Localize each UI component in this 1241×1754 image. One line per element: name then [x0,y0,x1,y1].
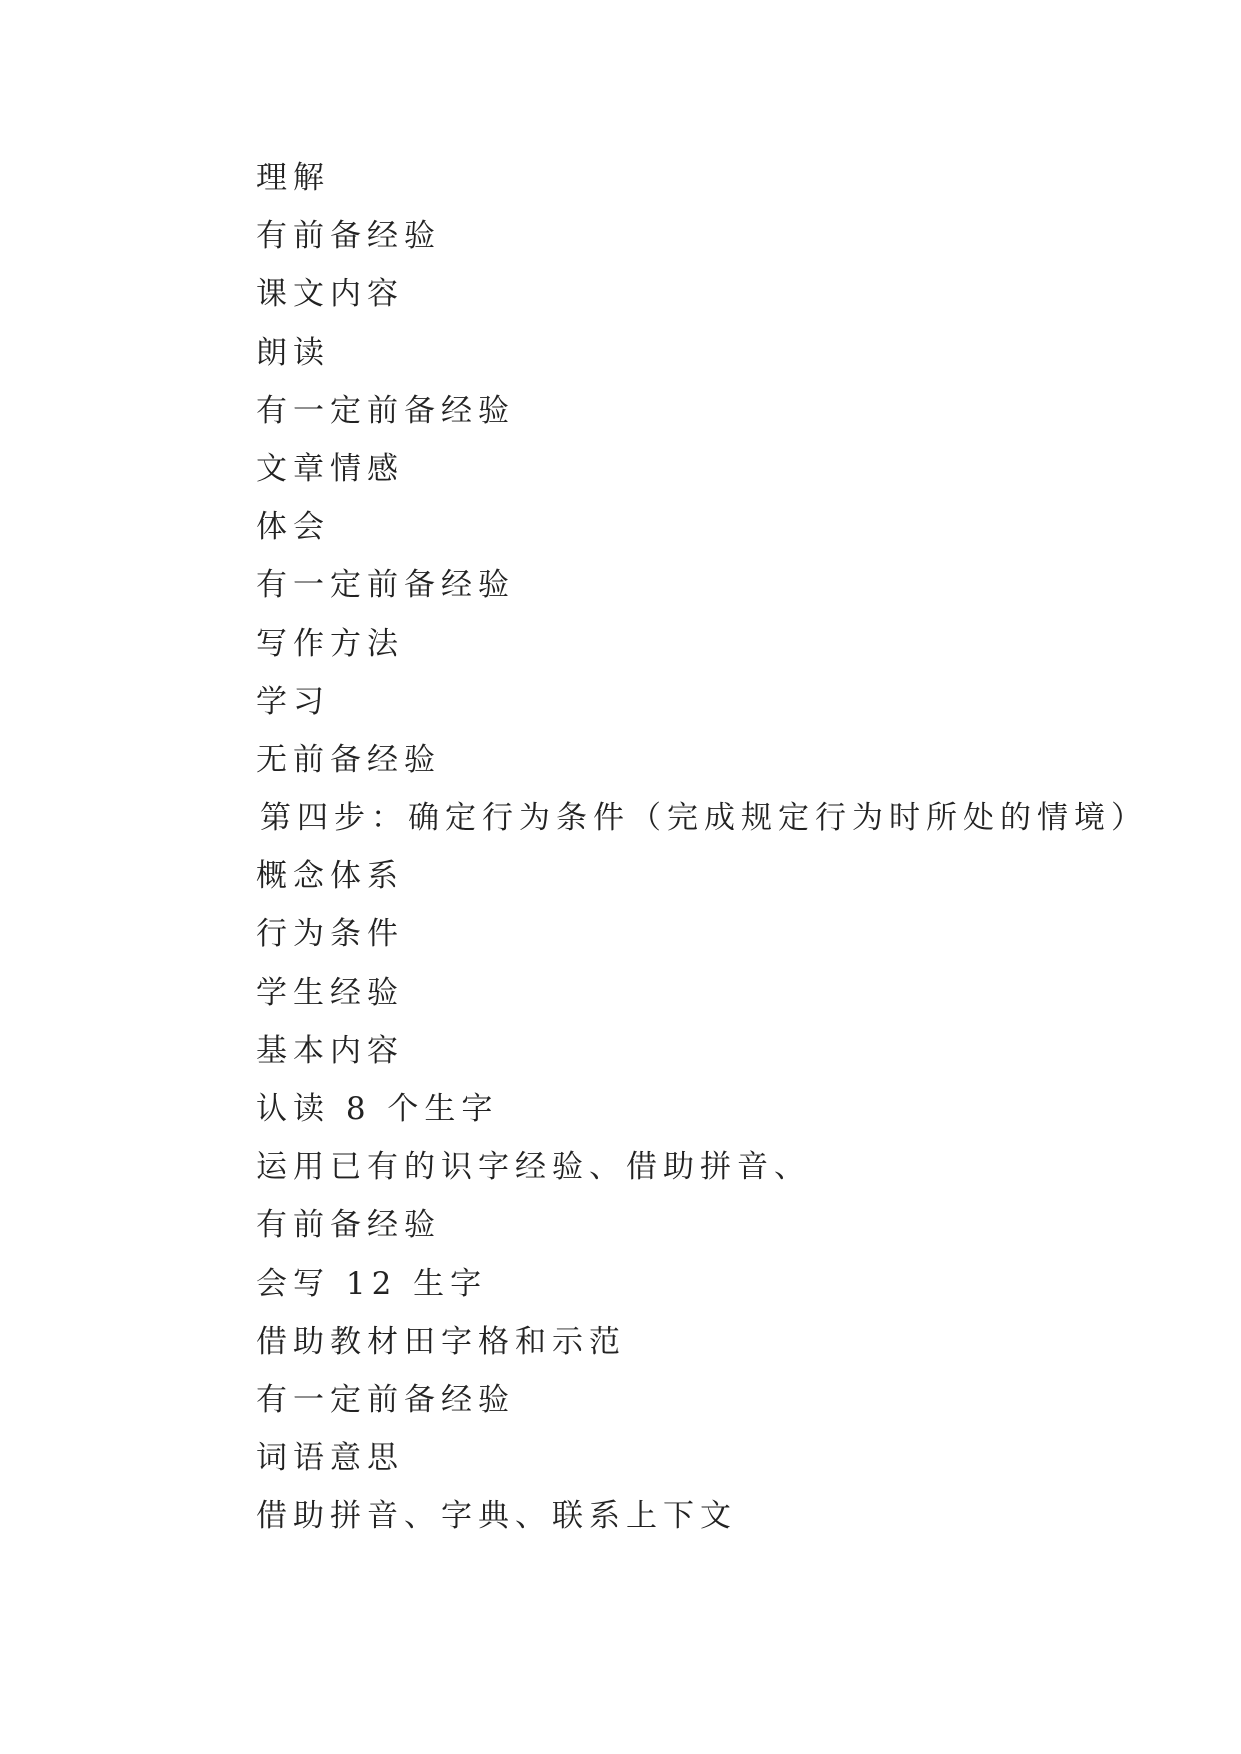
text-line: 无前备经验 [256,741,441,778]
text-line: 理解 [256,160,330,196]
text-line: 会写 12 生字 [256,1265,488,1302]
text-line: 文章情感 [256,450,404,487]
text-line: 学习 [256,683,330,720]
text-line: 概念体系 [256,858,404,895]
text-line: 借助拼音、字典、联系上下文 [256,1498,737,1535]
text-line: 基本内容 [256,1032,404,1069]
text-line: 词语意思 [256,1440,404,1477]
section-heading: 第四步：确定行为条件（完成规定行为时所处的情境） [260,800,1148,837]
text-line: 有一定前备经验 [256,567,515,604]
text-line: 有前备经验 [256,218,441,255]
text-line: 借助教材田字格和示范 [256,1323,626,1360]
text-line: 有一定前备经验 [256,1381,515,1418]
text-line: 行为条件 [256,916,404,953]
text-line: 认读 8 个生字 [256,1091,499,1127]
text-line: 课文内容 [256,276,404,313]
text-line: 体会 [256,509,330,546]
text-line: 学生经验 [256,974,404,1011]
document-body [256,160,1156,1557]
text-line: 朗读 [256,334,330,371]
text-line: 运用已有的识字经验、借助拼音、 [256,1149,811,1186]
text-line: 有一定前备经验 [256,392,515,429]
text-line: 有前备经验 [256,1207,441,1244]
text-line: 写作方法 [256,625,404,662]
